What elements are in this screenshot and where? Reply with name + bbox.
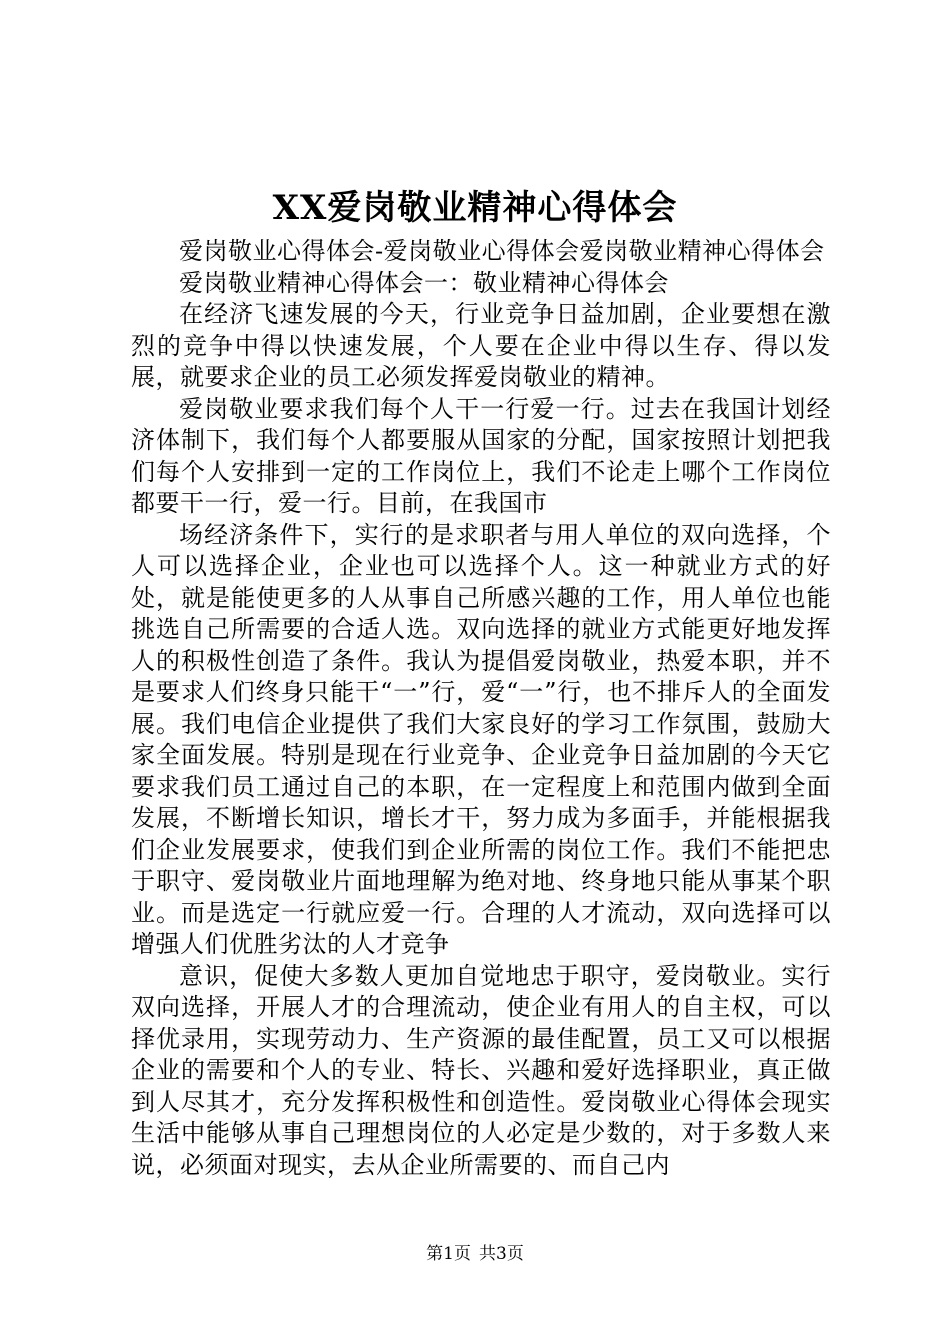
page-footer <box>0 1243 950 1265</box>
page-number: 第1页 <box>426 1244 471 1264</box>
paragraph: 爱岗敬业心得体会-爱岗敬业心得体会爱岗敬业精神心得体会 <box>179 237 825 265</box>
document-body <box>131 236 831 1181</box>
paragraph: 场经济条件下，实行的是求职者与用人单位的双向选择，个人可以选择企业，企业也可以选择个人。这一种就业方式的好处，就是能使更多的人从事自己所感兴趣的工作，用人单位也能挑选自己所需要的合适人选。双向选择的就业方式能更好地发挥人的积极性创造了条件。我认为提倡爱岗敬业，热爱本职，并不是要求人们终身只能干“一”行，爱“一”行，也不排斥人的全面发展。我们电信企业提供了我们大家良好的学习工作氛围，鼓励大家全面发展。特别是现在行业竞争、企业竞争日益加剧的今天它要求我们员工通过自己的本职，在一定程度上和范围内做到全面发展，不断增长知识，增长才干，努力成为多面手，并能根据我们企业发展要求，使我们到企业所需的岗位工作。我们不能把忠于职守、爱岗敬业片面地理解为绝对地、终身地只能从事某个职业。而是选定一行就应爱一行。合理的人才流动，双向选择可以增强人们优胜劣汰的人才竞争 <box>131 520 831 958</box>
paragraph: 在经济飞速发展的今天，行业竞争日益加剧，企业要想在激烈的竞争中得以快速发展，个人要在企业中得以生存、得以发展，就要求企业的员工必须发挥爱岗敬业的精神。 <box>131 300 831 391</box>
paragraph: 意识，促使大多数人更加自觉地忠于职守，爱岗敬业。实行双向选择，开展人才的合理流动，使企业有用人的自主权，可以择优录用，实现劳动力、生产资源的最佳配置，员工又可以根据企业的需要和个人的专业、特长、兴趣和爱好选择职业，真正做到人尽其才，充分发挥积极性和创造性。爱岗敬业心得体会现实生活中能够从事自己理想岗位的人必定是少数的，对于多数人来说，必须面对现实，去从企业所需要的、而自己内 <box>131 961 831 1179</box>
paragraph: 爱岗敬业精神心得体会一：敬业精神心得体会 <box>179 268 669 297</box>
paragraph: 爱岗敬业要求我们每个人干一行爱一行。过去在我国计划经济体制下，我们每个人都要服从国家的分配，国家按照计划把我们每个人安排到一定的工作岗位上，我们不论走上哪个工作岗位都要干一行，爱一行。目前，在我国市 <box>131 394 831 517</box>
page-total: 共3页 <box>479 1244 524 1264</box>
document-title: XX爱岗敬业精神心得体会 <box>272 188 678 228</box>
